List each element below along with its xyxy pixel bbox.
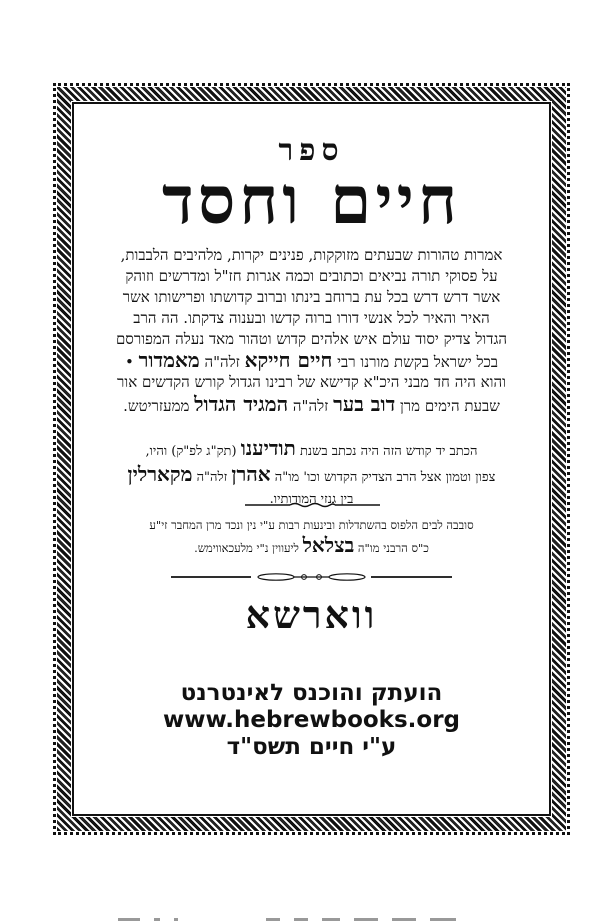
scan-artifact-strip [118,913,558,921]
printing-name: בצלאל [302,533,355,557]
lineage-line-pre: שבעת הימים מרן [399,397,500,415]
description-line: אשר דרש דרש בכל עת ברוחב בינתו וברוב קדושתו ופרישותו אשר [122,288,501,306]
manuscript-line [95,437,528,463]
lineage-title: המגיד הגדול [194,392,289,416]
ornamental-divider [171,573,452,581]
printing-city: ווארשא [245,592,378,637]
manuscript-year-word: תודיענו [240,436,296,460]
description-line: על פסוקי תורה נביאים וכתובים וכמה אגרות חז"ל ומדרשים וזוהק [125,267,498,285]
printing-line [95,535,528,558]
author-honorific: זלה"ה [204,353,240,371]
manuscript-honorific: זלה"ה [196,470,228,485]
lineage-line: והוא היה חד מבני היכ"א קדישא של רבינו הגדול קורש הקדשים אור [117,373,506,391]
manuscript-line-pre: צפון וטמון אצל הרב הצדיק הקדוש וכו' מו"ה [274,470,496,485]
description-line-pre: בכל ישראל בקשת מורנו רבי [337,353,499,371]
website-url: www.hebrewbooks.org [162,707,461,733]
manuscript-year-note: (תק"ג לפ"ק) והיו, [145,444,237,459]
printing-block [95,515,528,558]
digitization-line: הועתק והוכנס לאינטרנט [180,680,443,706]
manuscript-block [95,437,528,511]
description-line: הגדול צדיק יסוד עולם איש אלהים קדוש וטהור מאד נעלה המפורסם [115,330,508,348]
printing-line-pre: כ"ס הרבני מו"ה [357,541,429,555]
digitization-credit: ע"י חיים תשס"ד [226,734,397,760]
ornamental-divider [245,502,380,508]
manuscript-line: בין גנזי המודותיו. [269,492,354,507]
author-town: מאמדור [138,348,200,372]
lineage-town: ממעזריטש. [123,397,190,415]
pre-title: ספר [278,133,345,168]
description-block [89,245,534,373]
author-name: חיים חייקא [244,348,333,372]
manuscript-name: אהרן [231,462,271,486]
lineage-honorific: זלה"ה [292,397,329,415]
lineage-line [89,393,534,417]
bullet: • [124,353,134,371]
book-title: חיים וחסד [161,161,462,239]
lineage-block [89,371,534,417]
printing-line: סובבה לבים הלפוס בהשתדלות ובינעות רבות ע"י נין ונכד מרן המחבר זי"ע [149,518,474,532]
manuscript-line [95,463,528,489]
printing-line-post: ליעווין נ"י מלעכאווימש. [194,541,299,555]
digitization-notice [75,680,548,761]
description-line [89,350,534,373]
lineage-name: דוב בער [333,392,396,416]
title-page-content [75,105,548,813]
manuscript-line-pre: הכתב יד קודש הזה היה נכתב בשנת [299,444,478,459]
description-line: אמרות טהורות שבעתים מזוקקות, פנינים יקרות, מלהיבים הלבבות, [120,246,503,264]
description-line: האיר והאיר לכל אנשי דורו ברוה קדשו ובענוה צדקתו. הה הרב [133,309,490,327]
manuscript-town: מקארלין [127,462,193,486]
